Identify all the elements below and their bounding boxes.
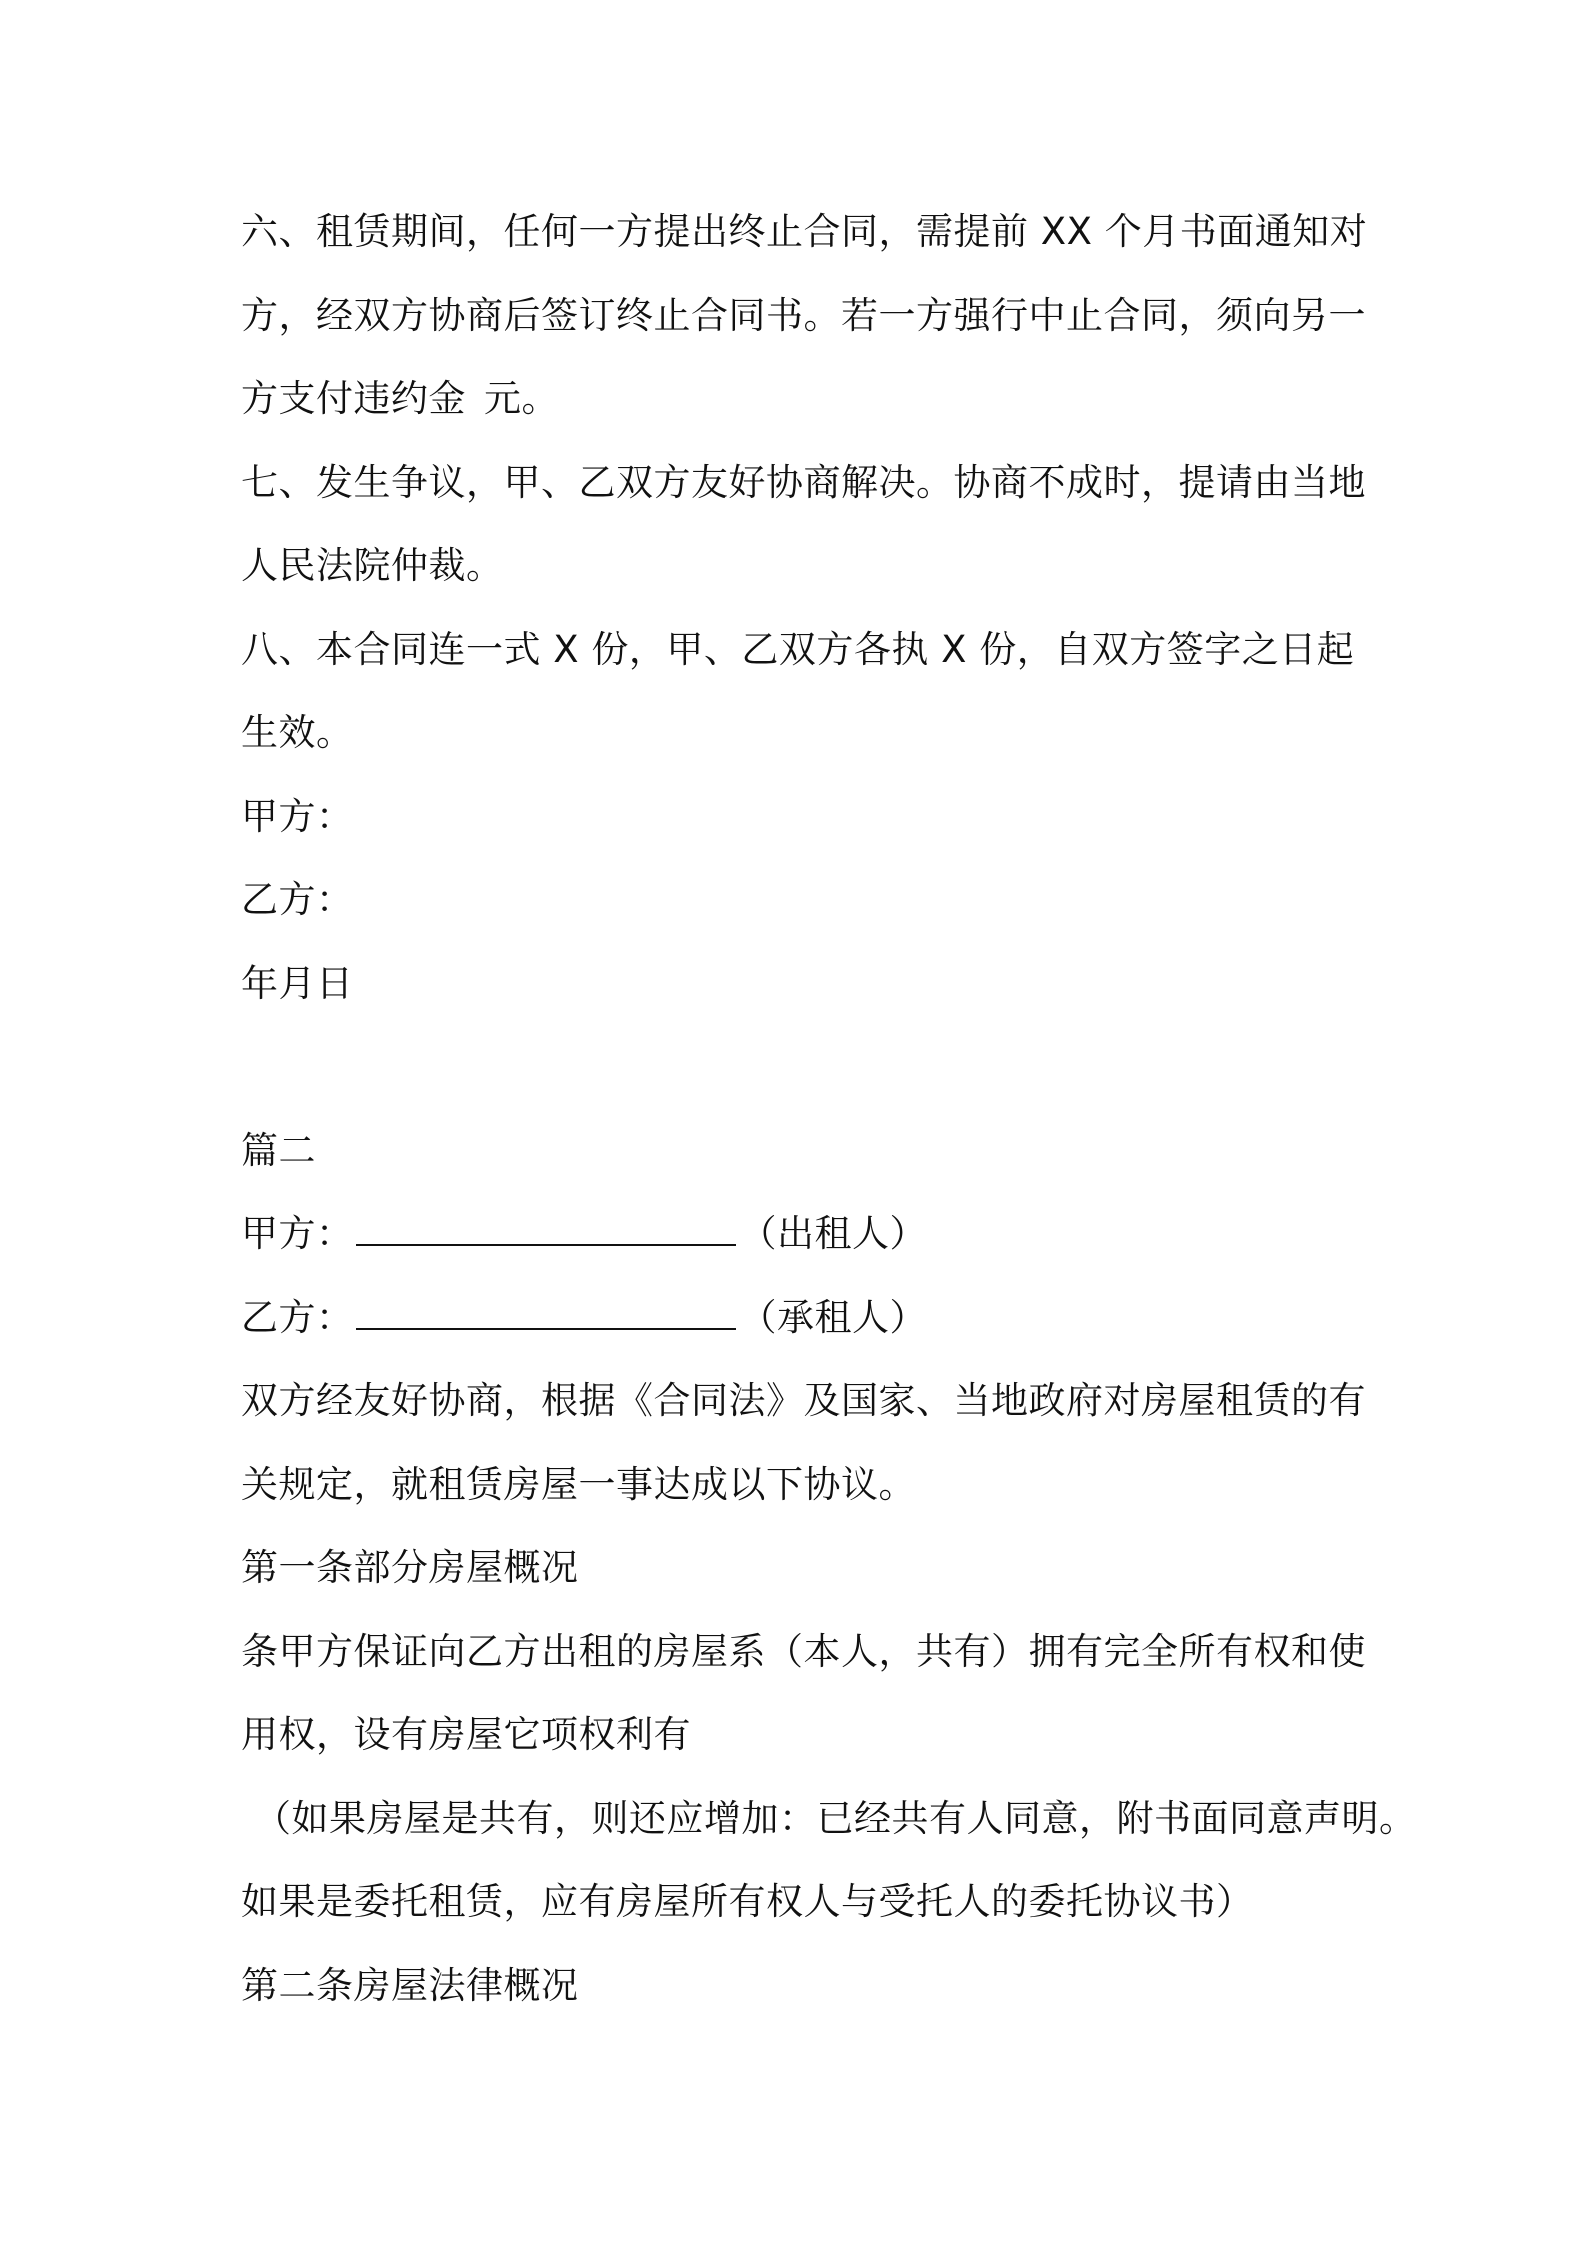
- clause-6-line-1: 六、租赁期间，任何一方提出终止合同，需提前 XX 个月书面通知对: [241, 210, 1368, 253]
- party-a-line: [241, 1210, 1361, 1258]
- date-line: 年月日: [241, 962, 354, 1005]
- clause-6-line-2: 方，经双方协商后签订终止合同书。若一方强行中止合同，须向另一: [241, 294, 1366, 337]
- article-1-note-line-2: 如果是委托租赁，应有房屋所有权人与受托人的委托协议书）: [241, 1880, 1254, 1923]
- section-heading: 篇二: [241, 1129, 316, 1172]
- party-a-label: 甲方：: [241, 1212, 354, 1255]
- preamble-line-1: 双方经友好协商，根据《合同法》及国家、当地政府对房屋租赁的有: [241, 1379, 1366, 1422]
- clause-7-line-1: 七、发生争议，甲、乙双方友好协商解决。协商不成时，提请由当地: [241, 461, 1366, 504]
- article-2-heading: 第二条房屋法律概况: [241, 1964, 579, 2007]
- article-1-heading: 第一条部分房屋概况: [241, 1546, 579, 1589]
- article-1-line-2: 用权，设有房屋它项权利有: [241, 1713, 691, 1756]
- party-b-line: [241, 1294, 1361, 1342]
- clause-8-line-1: 八、本合同连一式 X 份，甲、乙双方各执 X 份，自双方签字之日起: [241, 628, 1355, 671]
- article-1-line-1: 条甲方保证向乙方出租的房屋系（本人，共有）拥有完全所有权和使: [241, 1630, 1366, 1673]
- party-b-signature: 乙方：: [241, 878, 354, 921]
- preamble-line-2: 关规定，就租赁房屋一事达成以下协议。: [241, 1463, 916, 1506]
- article-1-note-line-1: （如果房屋是共有，则还应增加：已经共有人同意，附书面同意声明。: [254, 1797, 1417, 1840]
- clause-7-line-2: 人民法院仲裁。: [241, 544, 504, 587]
- clause-6-line-3: [241, 375, 1361, 423]
- party-b-label: 乙方：: [241, 1296, 354, 1339]
- party-a-blank-field[interactable]: [356, 1214, 736, 1246]
- penalty-suffix: 元。: [484, 377, 559, 420]
- party-b-blank-field[interactable]: [356, 1298, 736, 1330]
- penalty-prefix: 方支付违约金: [241, 377, 466, 420]
- clause-8-line-2: 生效。: [241, 711, 354, 754]
- party-b-role: （承租人）: [739, 1296, 927, 1339]
- party-a-signature: 甲方：: [241, 795, 354, 838]
- party-a-role: （出租人）: [739, 1212, 927, 1255]
